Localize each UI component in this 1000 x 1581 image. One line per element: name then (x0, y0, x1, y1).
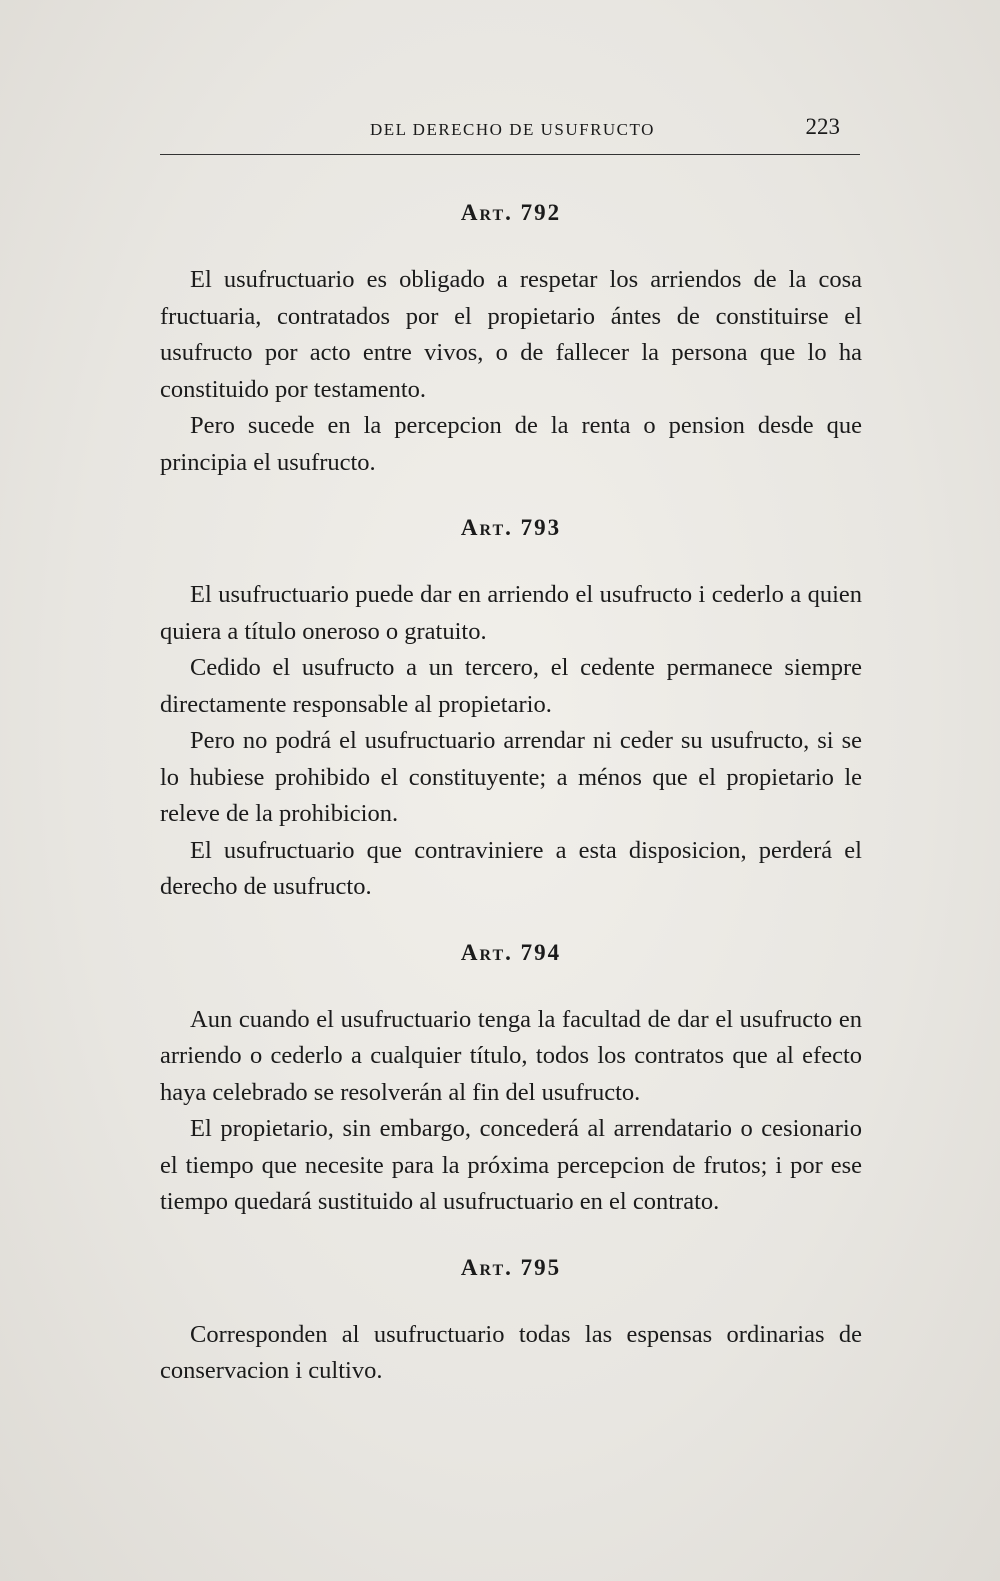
article-paragraph: El usufructuario que contraviniere a esta disposicion, perderá el derecho de usufructo. (160, 836, 862, 900)
article-paragraph: El usufructuario es obligado a respetar los arriendos de la cosa fructuaria, contratados por el propietario ántes de constituirse el usufructo por acto entre vivos, o de fallecer la persona que lo ha constituido por testamento. (160, 266, 862, 403)
article-paragraph: Aun cuando el usufructuario tenga la facultad de dar el usufructo en arriendo o cederlo a cualquier título, todos los contratos que al efecto haya celebrado se resolverán al fin del usufructo. (160, 1005, 862, 1106)
article-heading: Art. 793 (460, 515, 562, 540)
article-heading: Art. 794 (460, 939, 562, 965)
article-paragraph: Pero no podrá el usufructuario arrendar ni ceder su usufructo, si se lo hubiese prohibido el constituyente; a ménos que el propietario le releve de la prohibicion. (160, 727, 862, 827)
article-paragraph: El usufructuario puede dar en arriendo el usufructo i cederlo a quien quiera a título oneroso o gratuito. (160, 581, 862, 645)
page-body (160, 200, 862, 1390)
page-number: 223 (805, 114, 840, 139)
article-heading: Art. 792 (460, 200, 562, 225)
article-paragraph: Corresponden al usufructuario todas las espensas ordinarias de conservacion i cultivo. (160, 1320, 862, 1384)
article-paragraph: Pero sucede en la percepcion de la renta o pension desde que principia el usufructo. (160, 412, 862, 476)
article-paragraph: Cedido el usufructo a un tercero, el cedente permanece siempre directamente responsable al propietario. (160, 654, 862, 718)
running-title: DEL DERECHO DE USUFRUCTO (370, 120, 655, 139)
article-heading: Art. 795 (460, 1254, 562, 1280)
article-paragraph: El propietario, sin embargo, concederá al arrendatario o cesionario el tiempo que necesite para la próxima percepcion de frutos; i por ese tiempo quedará sustituido al usufructuario en el contrato. (160, 1115, 862, 1215)
running-head (160, 114, 860, 155)
